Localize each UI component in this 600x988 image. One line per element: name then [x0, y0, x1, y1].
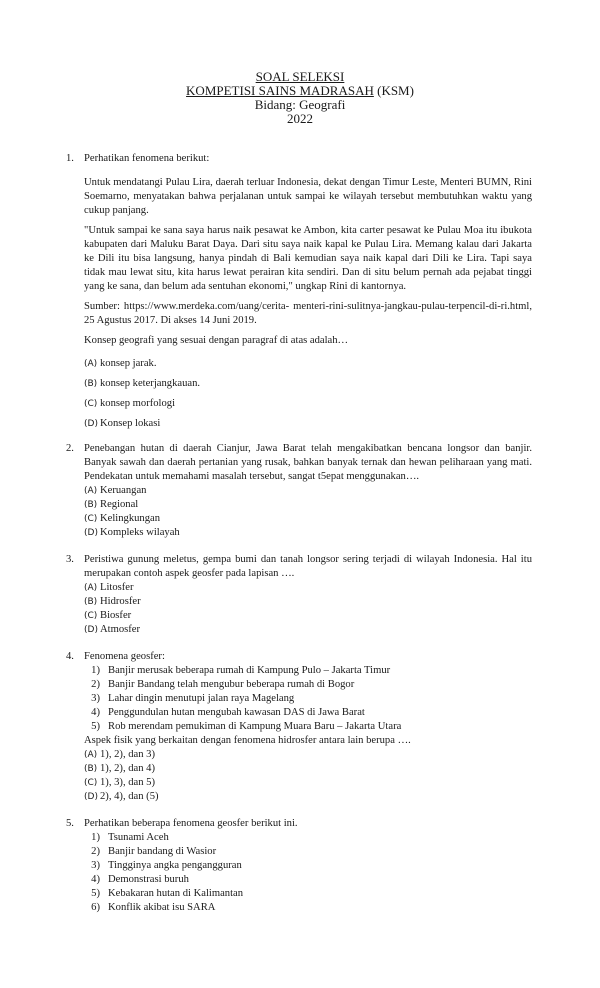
- question-2: [0, 442, 600, 540]
- option-label: (C): [84, 611, 98, 621]
- list-item-text: Lahar dingin menutupi jalan raya Magelang: [108, 693, 295, 704]
- question-stem: Peristiwa gunung meletus, gempa bumi dan tanah longsor sering terjadi di wilayah Indonesia. Hal itu merupakan contoh aspek geosfer pada lapisan ….: [84, 554, 532, 579]
- list-item-number: 2): [91, 679, 100, 690]
- option-label: (A): [84, 486, 98, 496]
- option-d[interactable]: [84, 623, 532, 637]
- option-c[interactable]: [84, 397, 532, 411]
- option-label: (C): [84, 514, 98, 524]
- list-item: [84, 664, 532, 678]
- question-4: [0, 650, 600, 804]
- list-item: [84, 720, 532, 734]
- header-competition: [0, 84, 600, 98]
- option-text: konsep morfologi: [100, 398, 176, 409]
- option-text: Konsep lokasi: [100, 418, 161, 429]
- option-label: (D): [84, 419, 98, 429]
- option-text: Regional: [100, 499, 139, 510]
- option-text: 2), 4), dan (5): [100, 791, 159, 802]
- option-a[interactable]: [84, 484, 532, 498]
- question-number: 3.: [66, 554, 74, 565]
- option-label: (A): [84, 583, 98, 593]
- list-item-number: 6): [91, 902, 100, 913]
- option-a[interactable]: [84, 581, 532, 595]
- option-text: 1), 2), dan 3): [100, 749, 156, 760]
- list-item-number: 3): [91, 860, 100, 871]
- question-intro: Fenomena geosfer:: [84, 651, 165, 662]
- option-text: Litosfer: [100, 582, 134, 593]
- option-c[interactable]: [84, 776, 532, 790]
- passage-source: Sumber: https://www.merdeka.com/uang/cerita- menteri-rini-sulitnya-jangkau-pulau-terpencil-di-ri.html, 25 Agustus 2017. Di akses 14 Juni 2019.: [84, 301, 532, 326]
- list-item: [84, 678, 532, 692]
- list-item-number: 5): [91, 721, 100, 732]
- question-intro: Perhatikan beberapa fenomena geosfer berikut ini.: [84, 818, 298, 829]
- header-year: 2022: [287, 111, 313, 126]
- header-title: SOAL SELEKSI: [255, 69, 345, 84]
- list-item: [84, 706, 532, 720]
- option-text: Kompleks wilayah: [100, 527, 180, 538]
- question-stem: Aspek fisik yang berkaitan dengan fenomena hidrosfer antara lain berupa ….: [84, 735, 411, 746]
- option-b[interactable]: [84, 377, 532, 391]
- list-item-number: 4): [91, 707, 100, 718]
- option-d[interactable]: [84, 790, 532, 804]
- list-item-number: 4): [91, 874, 100, 885]
- list-item-number: 1): [91, 832, 100, 843]
- option-d[interactable]: [84, 417, 532, 431]
- answer-options: [84, 484, 532, 540]
- list-item-text: Tsunami Aceh: [108, 832, 169, 843]
- question-list: [0, 152, 600, 915]
- list-item-text: Banjir bandang di Wasior: [108, 846, 217, 857]
- list-item-number: 3): [91, 693, 100, 704]
- option-text: 1), 3), dan 5): [100, 777, 156, 788]
- list-item: [84, 845, 532, 859]
- question-1: [0, 152, 600, 431]
- option-b[interactable]: [84, 498, 532, 512]
- question-number: 1.: [66, 153, 74, 164]
- option-text: Keruangan: [100, 485, 147, 496]
- option-label: (A): [84, 750, 98, 760]
- question-5: [0, 817, 600, 915]
- list-item: [84, 887, 532, 901]
- option-label: (D): [84, 625, 98, 635]
- option-a[interactable]: [84, 357, 532, 371]
- option-a[interactable]: [84, 748, 532, 762]
- option-b[interactable]: [84, 762, 532, 776]
- list-item-text: Demonstrasi buruh: [108, 874, 189, 885]
- list-item-text: Penggundulan hutan mengubah kawasan DAS di Jawa Barat: [108, 707, 365, 718]
- header-competition-abbr: (KSM): [373, 83, 414, 98]
- option-label: (C): [84, 778, 98, 788]
- option-label: (B): [84, 764, 98, 774]
- question-intro: Perhatikan fenomena berikut:: [84, 153, 210, 164]
- answer-options: [84, 581, 532, 637]
- list-item-text: Banjir Bandang telah mengubur beberapa rumah di Bogor: [108, 679, 355, 690]
- option-c[interactable]: [84, 609, 532, 623]
- phenomena-list: [84, 664, 532, 734]
- option-text: Atmosfer: [100, 624, 141, 635]
- list-item-text: Rob merendam pemukiman di Kampung Muara Baru – Jakarta Utara: [108, 721, 402, 732]
- header-subject: Bidang: Geografi: [254, 97, 346, 112]
- list-item-text: Banjir merusak beberapa rumah di Kampung Pulo – Jakarta Timur: [108, 665, 391, 676]
- option-text: Biosfer: [100, 610, 132, 621]
- question-number: 4.: [66, 651, 74, 662]
- option-text: Hidrosfer: [100, 596, 141, 607]
- option-label: (B): [84, 597, 98, 607]
- option-text: 1), 2), dan 4): [100, 763, 156, 774]
- option-b[interactable]: [84, 595, 532, 609]
- list-item-text: Tingginya angka pengangguran: [108, 860, 242, 871]
- answer-options: [84, 748, 532, 804]
- list-item-text: Kebakaran hutan di Kalimantan: [108, 888, 244, 899]
- question-3: [0, 553, 600, 637]
- option-label: (B): [84, 379, 98, 389]
- option-text: konsep keterjangkauan.: [100, 378, 201, 389]
- list-item: [84, 831, 532, 845]
- header-competition-name: KOMPETISI SAINS MADRASAH: [186, 83, 374, 98]
- option-text: Kelingkungan: [100, 513, 161, 524]
- option-d[interactable]: [84, 526, 532, 540]
- question-stem: Penebangan hutan di daerah Cianjur, Jawa Barat telah mengakibatkan bencana longsor dan banjir. Banyak sawah dan daerah pertanian yang rusak, bahkan banyak ternak dan hewan peliharaan yang mati. Pendekatan untuk memahami masalah tersebut, sangat t5epat menggunakan….: [84, 443, 532, 482]
- option-c[interactable]: [84, 512, 532, 526]
- list-item-number: 2): [91, 846, 100, 857]
- list-item-text: Konflik akibat isu SARA: [108, 902, 216, 913]
- list-item: [84, 692, 532, 706]
- option-label: (A): [84, 359, 98, 369]
- passage-quote: "Untuk sampai ke sana saya harus naik pesawat ke Ambon, kita carter pesawat ke Pulau Moa itu ibukota kabupaten dari Maluku Barat Daya. Dari situ saya naik kapal ke Pulau Lira. Memang kalau dari Jakarta ke Dili itu bisa langsung, hanya pindah di Bali kemudian saya naik kapal dari Dili ke Lira. Tapi saya tidak mau lewat situ, kita harus lewat perairan kita sendiri. Dan di situ belum pernah ada pejabat tinggi yang ke sana, dan belum ada sentuhan ekonomi," ungkap Rini di kantornya.: [84, 225, 532, 292]
- option-text: konsep jarak.: [100, 358, 157, 369]
- question-number: 5.: [66, 818, 74, 829]
- option-label: (C): [84, 399, 98, 409]
- list-item-number: 1): [91, 665, 100, 676]
- document-header: [0, 0, 600, 126]
- option-label: (B): [84, 500, 98, 510]
- option-label: (D): [84, 792, 98, 802]
- list-item-number: 5): [91, 888, 100, 899]
- list-item: [84, 859, 532, 873]
- question-stem: Konsep geografi yang sesuai dengan paragraf di atas adalah…: [84, 335, 349, 346]
- list-item: [84, 873, 532, 887]
- answer-options: [84, 357, 532, 431]
- passage-paragraph: Untuk mendatangi Pulau Lira, daerah terluar Indonesia, dekat dengan Timur Leste, Menteri BUMN, Rini Soemarno, menyatakan bahwa perjalanan untuk sampai ke wilayah tersebut membutuhkan waktu yang cukup panjang.: [84, 177, 532, 216]
- list-item: [84, 901, 532, 915]
- question-number: 2.: [66, 443, 74, 454]
- phenomena-list: [84, 831, 532, 915]
- option-label: (D): [84, 528, 98, 538]
